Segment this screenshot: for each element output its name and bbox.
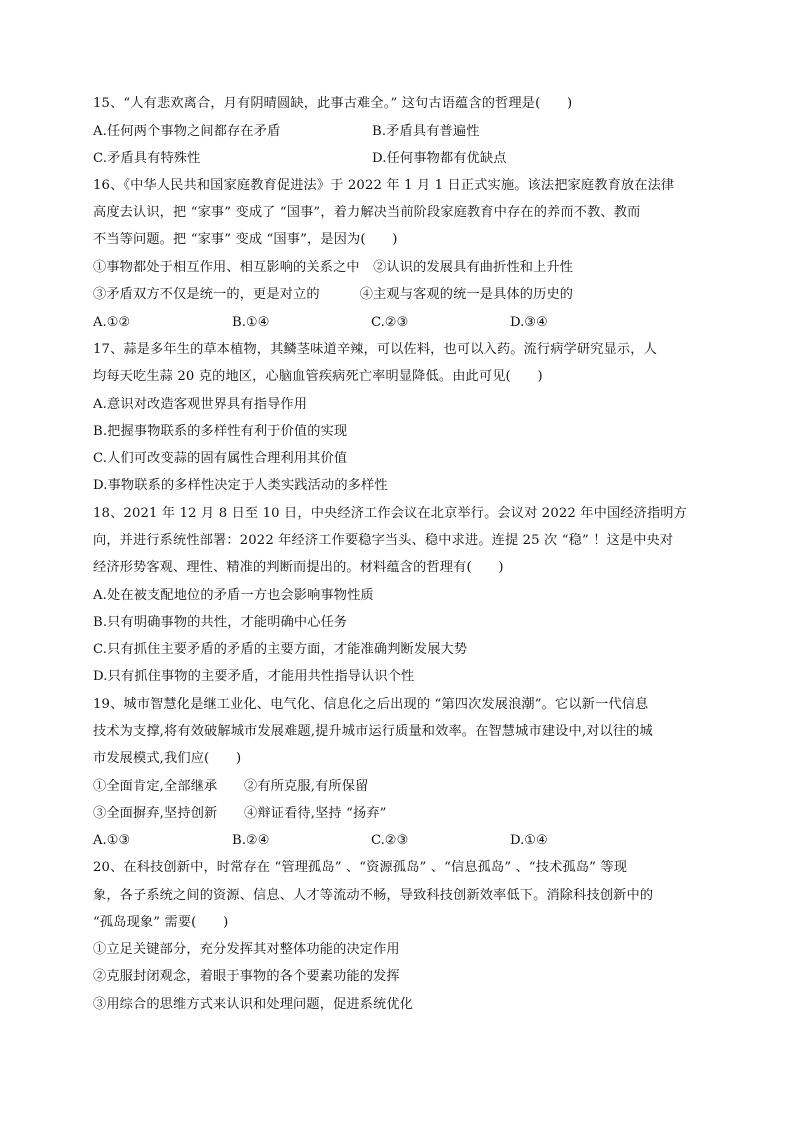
statement: ③全面摒弃,坚持创新 ④辩证看待,坚持 “扬弃” bbox=[93, 806, 387, 821]
statement: ①立足关键部分，充分发挥其对整体功能的决定作用 bbox=[93, 942, 400, 957]
option-c: C.只有抓住主要矛盾的矛盾的主要方面，才能准确判断发展大势 bbox=[93, 642, 468, 657]
question-stem: “孤岛现象” 需要( ) bbox=[93, 915, 229, 930]
option-b: B.①④ bbox=[232, 315, 270, 330]
question-stem: 19、城市智慧化是继工业化、电气化、信息化之后出现的 “第四次发展浪潮”。它以新一代信息 bbox=[93, 697, 649, 712]
statement: ③矛盾双方不仅是统一的，更是对立的 ④主观与客观的统一是具体的历史的 bbox=[93, 287, 574, 302]
option-b: B.矛盾具有普遍性 bbox=[372, 124, 480, 139]
option-b: B.②④ bbox=[232, 833, 270, 848]
question-stem: 高度去认识，把 “家事” 变成了 “国事”，着力解决当前阶段家庭教育中存在的养而不教、教而 bbox=[93, 205, 641, 220]
option-c: C.矛盾具有特殊性 bbox=[93, 151, 201, 166]
option-a: A.意识对改造客观世界具有指导作用 bbox=[93, 397, 308, 412]
question-stem: 技术为支撑,将有效破解城市发展难题,提升城市运行质量和效率。在智慧城市建设中,对以往的城 bbox=[93, 724, 653, 739]
statement: ①全面肯定,全部继承 ②有所克服,有所保留 bbox=[93, 779, 369, 794]
option-d: D.③④ bbox=[510, 315, 548, 330]
option-a: A.处在被支配地位的矛盾一方也会影响事物性质 bbox=[93, 588, 374, 603]
option-b: B.只有明确事物的共性，才能明确中心任务 bbox=[93, 615, 348, 630]
option-d: D.只有抓住事物的主要矛盾，才能用共性指导认识个性 bbox=[93, 669, 415, 684]
question-stem: 不当等问题。把 “家事” 变成 “国事”，是因为( ) bbox=[93, 232, 398, 247]
option-d: D.任何事物都有优缺点 bbox=[372, 151, 507, 166]
option-b: B.把握事物联系的多样性有利于价值的实现 bbox=[93, 424, 348, 439]
question-stem: 均每天吃生蒜 20 克的地区，心脑血管疾病死亡率明显降低。由此可见( ) bbox=[93, 369, 543, 384]
statement: ③用综合的思维方式来认识和处理问题，促进系统优化 bbox=[93, 997, 414, 1012]
question-stem: 市发展模式,我们应( ) bbox=[93, 751, 242, 766]
option-c: C.人们可改变蒜的固有属性合理利用其价值 bbox=[93, 451, 348, 466]
statement: ①事物都处于相互作用、相互影响的关系之中 ②认识的发展具有曲折性和上升性 bbox=[93, 260, 574, 275]
option-a: A.任何两个事物之间都存在矛盾 bbox=[93, 124, 281, 139]
option-d: D.事物联系的多样性决定于人类实践活动的多样性 bbox=[93, 478, 388, 493]
question-stem: 16、《中华人民共和国家庭教育促进法》于 2022 年 1 月 1 日正式实施。该法把家庭教育放在法律 bbox=[93, 178, 675, 193]
question-stem: 15、“人有悲欢离合，月有阴晴圆缺，此事古难全。” 这句古语蕴含的哲理是( ) bbox=[93, 96, 573, 111]
option-d: D.①④ bbox=[510, 833, 548, 848]
option-c: C.②③ bbox=[371, 833, 409, 848]
option-c: C.②③ bbox=[371, 315, 409, 330]
question-stem: 20、在科技创新中，时常存在 “管理孤岛” 、“资源孤岛” 、“信息孤岛” 、“技术孤岛” 等现 bbox=[93, 860, 628, 875]
question-stem: 向，并进行系统性部署：2022 年经济工作要稳字当头、稳中求进。连提 25 次 “稳” ！这是中央对 bbox=[93, 533, 674, 548]
question-stem: 象，各子系统之间的资源、信息、人才等流动不畅，导致科技创新效率低下。消除科技创新中的 bbox=[93, 888, 654, 903]
question-stem: 经济形势客观、理性、精准的判断而提出的。材料蕴含的哲理有( ) bbox=[93, 560, 504, 575]
option-a: A.①② bbox=[93, 315, 131, 330]
statement: ②克服封闭观念，着眼于事物的各个要素功能的发挥 bbox=[93, 969, 400, 984]
option-a: A.①③ bbox=[93, 833, 131, 848]
question-stem: 17、蒜是多年生的草本植物，其鳞茎味道辛辣，可以佐料，也可以入药。流行病学研究显示，人 bbox=[93, 342, 657, 357]
question-stem: 18、2021 年 12 月 8 日至 10 日，中央经济工作会议在北京举行。会议对 2022 年中国经济指明方 bbox=[93, 506, 687, 521]
